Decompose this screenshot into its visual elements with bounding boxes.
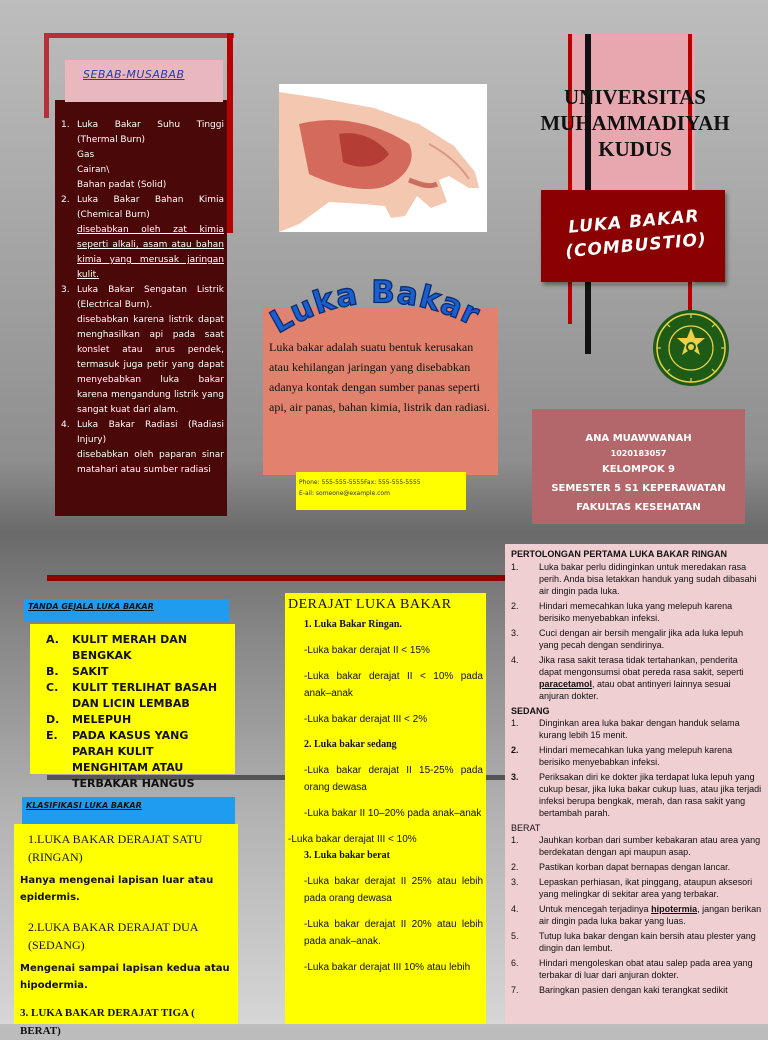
- item-number: 2.: [511, 745, 519, 755]
- university-line: UNIVERSITAS: [564, 85, 706, 109]
- banner-line: (COMBUSTIO): [564, 229, 708, 263]
- item-text: PADA KASUS YANG PARAH KULIT MENGHITAM ATAU TERBAKAR HANGUS: [72, 729, 195, 790]
- item-letter: E.: [46, 729, 58, 742]
- item-text: KULIT TERLIHAT BASAH DAN LICIN LEMBAB: [72, 681, 218, 710]
- item-label: Luka Bakar Suhu Tinggi (Thermal Burn): [77, 120, 224, 145]
- list-item: [511, 561, 762, 597]
- degree-line: -Luka bakar derajat III < 10%: [288, 834, 417, 845]
- item-text: Baringkan pasien dengan kaki terangkat sedikit: [539, 985, 728, 995]
- list-item: [61, 418, 224, 448]
- sub-item: Bahan padat (Solid): [77, 180, 167, 190]
- degree-title: 1.LUKA BAKAR DERAJAT SATU (RINGAN): [28, 832, 203, 864]
- list-item: [511, 861, 762, 873]
- degree-line: -Luka bakar II 10–20% pada anak–anak: [304, 808, 482, 819]
- list-item: [511, 771, 762, 819]
- degree-line: -Luka bakar derajat II < 15%: [304, 645, 430, 656]
- university-line: MUHAMMADIYAH: [540, 111, 730, 135]
- list-item: [61, 193, 224, 223]
- frame-line: [688, 34, 692, 330]
- wordart-text: Luka Bakar: [264, 278, 486, 341]
- tanda-header: TANDA GEJALA LUKA BAKAR: [24, 599, 229, 622]
- item-number: 3.: [511, 877, 519, 887]
- list-item: [36, 632, 229, 664]
- sub-item: Cairan\: [77, 165, 110, 175]
- sebab-header: SEBAB-MUSABAB: [65, 60, 223, 102]
- item-text: Cuci dengan air bersih mengalir jika ada luka lepuh yang pecah dengan sendirinya.: [539, 628, 744, 650]
- item-description: disebabkan oleh zat kimia seperti alkali, asam atau bahan kimia yang merusak jaringan kulit.: [77, 225, 224, 280]
- university-title: [540, 84, 730, 162]
- list-item: [36, 728, 229, 792]
- item-description: disebabkan karena listrik dapat menghasilkan api pada saat konslet atau arus pendek, termasuk juga petir yang dapat menyebabkan luka bakar karena mengandung listrik yang sangat kuat dari alam.: [77, 315, 224, 415]
- item-letter: B.: [46, 665, 59, 678]
- item-text: Tutup luka bakar dengan kain bersih atau plester yang dingin dan lembut.: [539, 931, 756, 953]
- author-box: [532, 409, 745, 524]
- contact-email: E-ail: someone@example.com: [299, 490, 390, 497]
- sub-item: Gas: [77, 150, 95, 160]
- item-number: 1.: [61, 120, 70, 130]
- degree-title: 3. LUKA BAKAR DERAJAT TIGA ( BERAT): [20, 1007, 195, 1037]
- item-number: 1.: [511, 562, 519, 572]
- list-item: [511, 600, 762, 624]
- contact-phone: Phone: 555-555-5555Fax: 555-555-5555: [299, 479, 421, 486]
- item-label: Luka Bakar Sengatan Listrik (Electrical Burn).: [77, 285, 224, 310]
- item-number: 3.: [61, 285, 70, 295]
- pertolongan-column: [505, 544, 768, 1024]
- item-number: 6.: [511, 958, 519, 968]
- paracetamol-link[interactable]: paracetamol: [539, 679, 593, 689]
- list-item: [36, 664, 229, 680]
- item-number: 4.: [511, 904, 519, 914]
- hipotermia-link[interactable]: hipotermia: [651, 904, 698, 914]
- item-letter: A.: [46, 633, 59, 646]
- list-item: [511, 627, 762, 651]
- item-text: KULIT MERAH DAN BENGKAK: [72, 633, 188, 662]
- item-text: Jauhkan korban dari sumber kebakaran atau area yang berdekatan dengan api maupun asap.: [539, 835, 761, 857]
- list-item: [61, 283, 224, 313]
- degree-line: -Luka bakar derajat III 10% atau lebih: [304, 962, 471, 973]
- degree-line: -Luka bakar derajat II 20% atau lebih pada anak–anak.: [304, 919, 483, 947]
- list-item: [511, 717, 762, 741]
- author-group: KELOMPOK 9: [601, 464, 676, 475]
- item-text: Hindari memecahkan luka yang melepuh karena berisiko menyebabkan infeksi.: [539, 745, 733, 767]
- list-item: [511, 957, 762, 981]
- item-label: Luka Bakar Radiasi (Radiasi Injury): [77, 420, 224, 445]
- list-item: [511, 744, 762, 768]
- list-item: [511, 654, 762, 702]
- item-number: 4.: [511, 655, 519, 665]
- item-number: 7.: [511, 985, 519, 995]
- group-title: 1. Luka Bakar Ringan.: [304, 619, 402, 630]
- item-letter: C.: [46, 681, 59, 694]
- section-label: BERAT: [511, 823, 541, 833]
- group-title: 2. Luka bakar sedang: [304, 739, 397, 750]
- item-text: SAKIT: [72, 665, 109, 678]
- pertolongan-title: PERTOLONGAN PERTAMA LUKA BAKAR RINGAN: [511, 549, 727, 559]
- item-text: , atau obat antinyeri lainnya sesuai anjuran dokter.: [539, 679, 731, 701]
- item-number: 4.: [61, 420, 70, 430]
- list-item: [511, 834, 762, 858]
- svg-text:Luka Bakar: [264, 278, 485, 341]
- section-label: SEDANG: [511, 706, 550, 716]
- luka-bakar-wordart: [262, 278, 494, 344]
- author-nim: 1020183057: [610, 449, 667, 458]
- item-text: , jangan berikan air dingin pada luka bakar yang luas.: [539, 904, 762, 926]
- degree-line: -Luka bakar derajat II 15-25% pada orang dewasa: [304, 765, 483, 793]
- degree-title: 2.LUKA BAKAR DERAJAT DUA (SEDANG): [28, 920, 198, 952]
- item-number: 2.: [61, 195, 70, 205]
- item-text: Dinginkan area luka bakar dengan handuk selama kurang lebih 15 menit.: [539, 718, 740, 740]
- item-text: MELEPUH: [72, 713, 132, 726]
- degree-description: Mengenai sampai lapisan kedua atau hipodermia.: [20, 963, 230, 991]
- degree-description: Hanya mengenai lapisan luar atau epidermis.: [20, 875, 214, 903]
- item-text: Pastikan korban dapat bernapas dengan lancar.: [539, 862, 731, 872]
- sebab-panel: [55, 100, 227, 516]
- university-logo-icon: [652, 309, 730, 387]
- item-text: Untuk mencegah terjadinya: [539, 904, 649, 914]
- frame-line: [44, 33, 234, 38]
- tanda-box: [30, 624, 235, 790]
- item-number: 5.: [511, 931, 519, 941]
- list-item: [36, 712, 229, 728]
- frame-line: [44, 33, 49, 118]
- degree-line: -Luka bakar derajat III < 2%: [304, 714, 428, 725]
- item-letter: D.: [46, 713, 60, 726]
- list-item: [511, 903, 762, 927]
- author-semester: SEMESTER 5 S1 KEPERAWATAN: [551, 483, 726, 494]
- group-title: 3. Luka bakar berat: [304, 850, 390, 861]
- derajat-box: [285, 593, 486, 1024]
- item-text: Hindari mengoleskan obat atau salep pada area yang terbakar di luar dari anjuran dokter.: [539, 958, 753, 980]
- list-item: [511, 876, 762, 900]
- item-number: 3.: [511, 628, 519, 638]
- item-text: Jika rasa sakit terasa tidak tertahankan, penderita dapat mengonsumsi obat pereda rasa sakit, seperti: [539, 655, 744, 677]
- banner-line: LUKA BAKAR: [567, 206, 701, 238]
- item-text: Lepaskan perhiasan, ikat pinggang, ataupun aksesori yang melingkar di sekitar area yang terbakar.: [539, 877, 753, 899]
- item-number: 2.: [511, 862, 519, 872]
- item-description: disebabkan oleh paparan sinar matahari atau sumber radiasi: [77, 450, 224, 475]
- list-item: [61, 118, 224, 148]
- derajat-title: DERAJAT LUKA BAKAR: [288, 597, 452, 612]
- university-line: KUDUS: [598, 137, 672, 161]
- item-number: 3.: [511, 772, 519, 782]
- divider: [47, 575, 506, 581]
- klasifikasi-box: [14, 824, 238, 1037]
- item-number: 1.: [511, 835, 519, 845]
- item-number: 1.: [511, 718, 519, 728]
- degree-line: -Luka bakar derajat II < 10% pada anak–anak: [304, 671, 483, 699]
- frame-line: [227, 33, 233, 233]
- list-item: [36, 680, 229, 712]
- list-item: [511, 984, 762, 996]
- definition-text: Luka bakar adalah suatu bentuk kerusakan atau kehilangan jaringan yang disebabkan adanya kontak dengan sumber panas seperti api, air panas, bahan kimia, listrik dan radiasi.: [269, 340, 490, 414]
- contact-box: [296, 472, 466, 510]
- item-label: Luka Bakar Bahan Kimia (Chemical Burn): [77, 195, 224, 220]
- item-text: Periksakan diri ke dokter jika terdapat luka lepuh yang cukup besar, jika luka bakar cukup luas, atau jika terjadi infeksi berupa bengkak, merah, dan rasa sakit yang bertambah parah.: [539, 772, 762, 818]
- author-name: ANA MUAWWANAH: [585, 433, 692, 444]
- item-text: Hindari memecahkan luka yang melepuh karena berisiko menyebabkan infeksi.: [539, 601, 733, 623]
- item-text: Luka bakar perlu didinginkan untuk meredakan rasa perih. Anda bisa letakkan handuk yang sudah dibasahi air dingin pada luka.: [539, 562, 757, 596]
- list-item: [511, 930, 762, 954]
- degree-line: -Luka bakar derajat II 25% atau lebih pada orang dewasa: [304, 876, 483, 904]
- klasifikasi-header: KLASIFIKASI LUKA BAKAR: [22, 797, 235, 824]
- author-faculty: FAKULTAS KESEHATAN: [576, 502, 701, 513]
- burned-hand-photo: [279, 84, 487, 232]
- item-number: 2.: [511, 601, 519, 611]
